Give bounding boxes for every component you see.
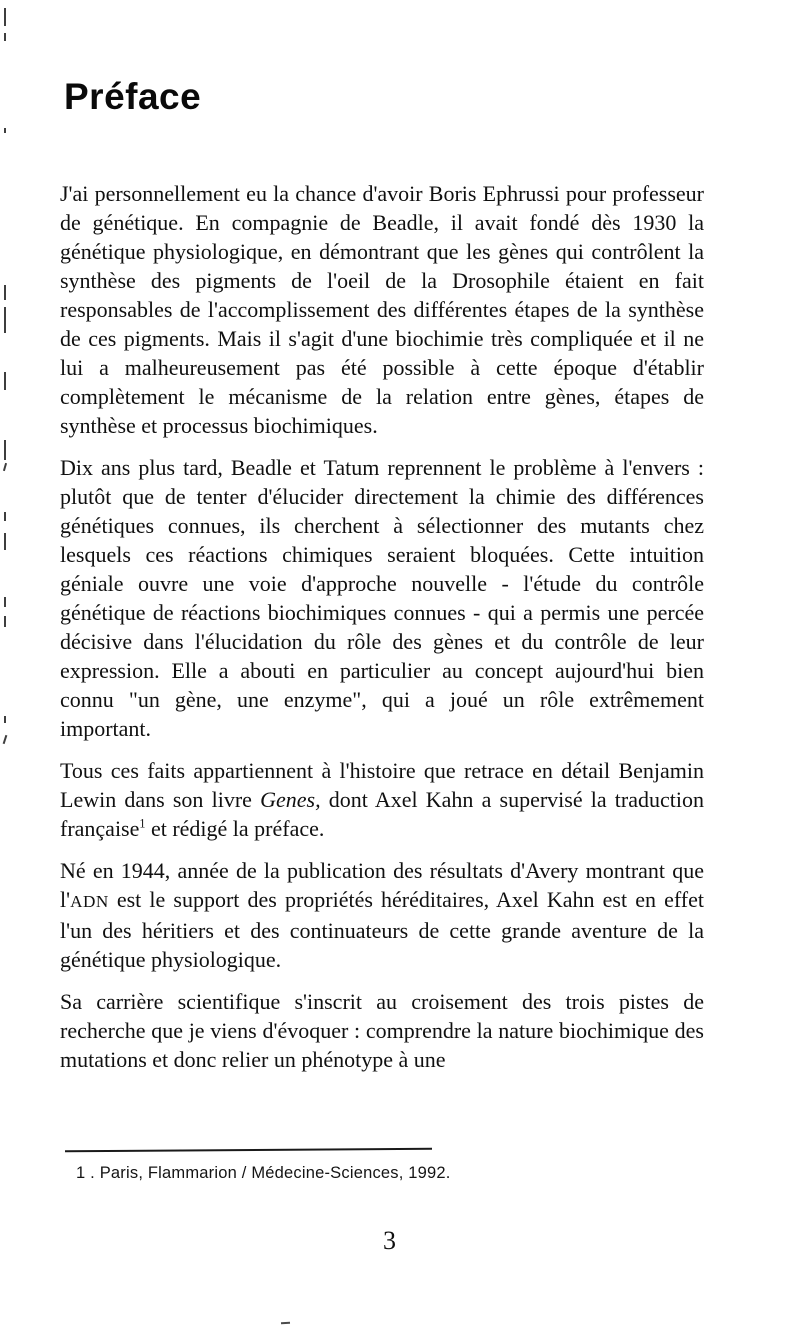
scan-artifact-dash: [4, 597, 6, 607]
scan-artifact-dash: [4, 533, 6, 550]
preface-body: [60, 179, 704, 1087]
footnote-text: 1 . Paris, Flammarion / Médecine-Sciences, 1992.: [76, 1164, 451, 1182]
scan-artifact-dash: [4, 307, 6, 333]
scan-artifact-bottom: [281, 1322, 290, 1324]
footnote-divider: [65, 1148, 432, 1153]
paragraph-2: Dix ans plus tard, Beadle et Tatum reprennent le problème à l'envers : plutôt que de tenter d'élucider directement la chimie des différences génétiques connues, ils cherchent à sélectionner des mutants chez lesquels ces réactions chimiques seraient bloquées. Cette intuition géniale ouvre une voie d'approche nouvelle - l'étude du contrôle génétique de réactions biochimiques connues - qui a permis une percée décisive dans l'élucidation du rôle des gènes et du contrôle de leur expression. Elle a abouti en particulier au concept aujourd'hui bien connu "un gène, une enzyme", qui a joué un rôle extrêmement important.: [60, 455, 704, 741]
scan-artifact-dash: [4, 8, 6, 26]
book-title-genes: Genes,: [260, 787, 321, 812]
scan-artifact-dash: [4, 512, 6, 521]
scan-artifact-dash: [4, 440, 6, 460]
paragraph-3: [60, 756, 704, 843]
paragraph-3-text: Tous ces faits appartiennent à l'histoire que retrace en détail Benjamin Lewin dans son livre: [60, 758, 704, 812]
paragraph-5: Sa carrière scientifique s'inscrit au croisement des trois pistes de recherche que je viens d'évoquer : comprendre la nature biochimique des mutations et donc relier un phénotype à une: [60, 989, 704, 1072]
scan-artifact-dash: [4, 372, 6, 390]
paragraph-4-text: est le support des propriétés héréditaires, Axel Kahn est en effet l'un des héritiers et des continuateurs de cette grande aventure de la génétique physiologique.: [60, 887, 704, 972]
scan-artifact-dash: [4, 616, 6, 627]
page-number: 3: [383, 1226, 396, 1255]
paragraph-4-text: Né en 1944, année de la publication des résultats d'Avery montrant que l': [60, 858, 704, 912]
acronym-adn: ADN: [70, 892, 109, 911]
scan-artifact-dash: [4, 128, 6, 133]
page-title: Préface: [64, 76, 202, 117]
paragraph-3-text: dont Axel Kahn a supervisé la traduction française: [60, 787, 705, 841]
paragraph-3-text: et rédigé la préface.: [145, 816, 325, 841]
scan-artifact-dash: [4, 33, 6, 41]
paragraph-4: [60, 856, 704, 974]
footnote-reference: 1: [139, 816, 146, 831]
scan-artifact-dash: [4, 285, 6, 300]
scan-artifact-dash: [3, 463, 7, 471]
scan-artifact-dash: [3, 735, 8, 744]
scan-artifact-dash: [4, 716, 6, 723]
paragraph-1: J'ai personnellement eu la chance d'avoir Boris Ephrussi pour professeur de génétique. En compagnie de Beadle, il avait fondé dès 1930 la génétique physiologique, en démontrant que les gènes qui contrôlent la synthèse des pigments de l'oeil de la Drosophile étaient en fait responsables de l'accomplissement des différentes étapes de la synthèse de ces pigments. Mais il s'agit d'une biochimie très compliquée et il ne lui a malheureusement pas été possible à cette époque d'établir complètement le mécanisme de la relation entre gènes, étapes de synthèse et processus biochimiques.: [60, 181, 704, 438]
